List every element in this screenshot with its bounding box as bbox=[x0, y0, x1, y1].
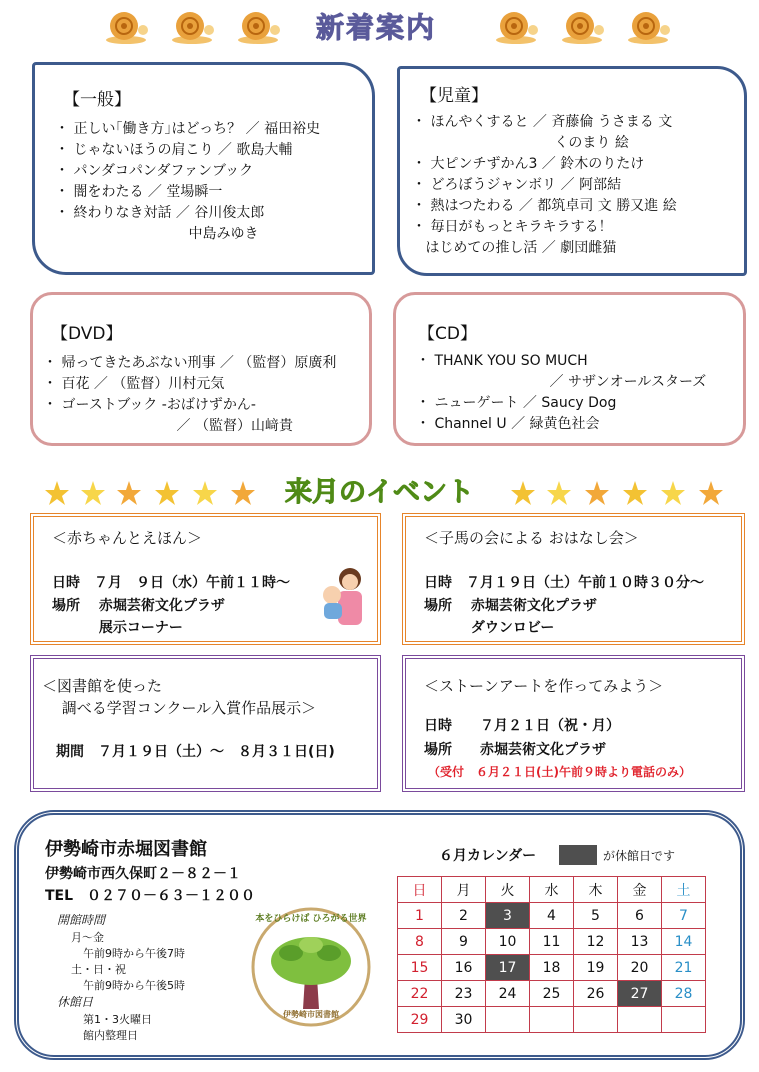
event-place-detail: ダウンロビー bbox=[424, 620, 555, 636]
event-title-cont: 調べる学習コンクール入賞作品展示＞ bbox=[42, 699, 317, 717]
event-title: ＜子馬の会による おはなし会＞ bbox=[424, 529, 639, 547]
star-icon bbox=[116, 480, 142, 506]
library-name: 伊勢崎市赤堀図書館 bbox=[45, 839, 207, 860]
book-item: ・ ほんやくすると ／ 斉藤倫 うさまる 文 bbox=[412, 114, 673, 130]
calendar-day-closed: 27 bbox=[618, 981, 662, 1007]
star-icon bbox=[546, 480, 572, 506]
calendar-legend: が休館日です bbox=[603, 849, 676, 863]
star-icon bbox=[510, 480, 536, 506]
event-period: 期間 ７月１９日（土）～ ８月３１日(日) bbox=[56, 744, 335, 760]
calendar-day: 30 bbox=[442, 1007, 486, 1033]
event-title: ＜赤ちゃんとえほん＞ bbox=[52, 529, 203, 547]
calendar-day: 13 bbox=[618, 929, 662, 955]
event-place: 場所 赤堀芸術文化プラザ bbox=[52, 598, 225, 614]
calendar-day: 10 bbox=[486, 929, 530, 955]
dvd-item: ・ 百花 ／ （監督）川村元気 bbox=[43, 376, 225, 392]
calendar-day: 15 bbox=[398, 955, 442, 981]
event-date: 日時 ７月１９日（土）午前１０時３０分～ bbox=[424, 575, 704, 591]
calendar-day bbox=[530, 1007, 574, 1033]
calendar-day bbox=[618, 1007, 662, 1033]
weekday-header: 金 bbox=[618, 877, 662, 903]
calendar-day: 2 bbox=[442, 903, 486, 929]
snail-icon bbox=[494, 6, 538, 46]
calendar-day: 29 bbox=[398, 1007, 442, 1033]
book-item: ・ 正しい｢働き方｣はどっち？ ／ 福田裕史 bbox=[55, 121, 321, 137]
mother-baby-illustration bbox=[316, 565, 368, 633]
book-item: ・ 毎日がもっとキラキラする！ bbox=[412, 219, 613, 235]
calendar-day: 16 bbox=[442, 955, 486, 981]
snail-icon bbox=[104, 6, 148, 46]
event-title: ＜ストーンアートを作ってみよう＞ bbox=[424, 677, 664, 695]
weekday-header: 月 bbox=[442, 877, 486, 903]
snail-icon bbox=[170, 6, 214, 46]
weekday-header: 日 bbox=[398, 877, 442, 903]
calendar-day: 11 bbox=[530, 929, 574, 955]
hours-heading: 開館時間 bbox=[57, 913, 106, 927]
book-item: ・ 終わりなき対話 ／ 谷川俊太郎 bbox=[55, 205, 265, 221]
star-icon bbox=[80, 480, 106, 506]
event-baby-books bbox=[30, 513, 381, 645]
calendar-day: 28 bbox=[662, 981, 706, 1007]
children-heading: 【児童】 bbox=[420, 86, 488, 106]
dvd-box bbox=[30, 292, 372, 446]
logo-slogan: 本をひらけば ひろがる世界 bbox=[255, 914, 367, 924]
star-icon bbox=[154, 480, 180, 506]
calendar-day: 5 bbox=[574, 903, 618, 929]
snail-icon bbox=[236, 6, 280, 46]
calendar-day-closed: 17 bbox=[486, 955, 530, 981]
dvd-item: ・ 帰ってきたあぶない刑事 ／ （監督）原廣利 bbox=[43, 355, 337, 371]
calendar-day bbox=[486, 1007, 530, 1033]
calendar-day: 14 bbox=[662, 929, 706, 955]
calendar-day: 9 bbox=[442, 929, 486, 955]
calendar-day: 7 bbox=[662, 903, 706, 929]
snail-icon bbox=[560, 6, 604, 46]
event-storytime bbox=[402, 513, 745, 645]
events-title: 来月のイベント bbox=[285, 477, 474, 508]
event-place: 場所 赤堀芸術文化プラザ bbox=[424, 742, 606, 758]
book-item: はじめての推し活 ／ 劇団雌猫 bbox=[412, 240, 617, 256]
weekday-header: 水 bbox=[530, 877, 574, 903]
calendar-day bbox=[662, 1007, 706, 1033]
book-item: ・ どろぼうジャンボリ ／ 阿部結 bbox=[412, 177, 622, 193]
calendar-day: 22 bbox=[398, 981, 442, 1007]
calendar-day: 21 bbox=[662, 955, 706, 981]
calendar-day: 4 bbox=[530, 903, 574, 929]
calendar-title: ６月カレンダー bbox=[439, 848, 537, 864]
weekday-hours: 午前9時から午後7時 bbox=[83, 947, 185, 960]
weekday-header: 土 bbox=[662, 877, 706, 903]
star-icon bbox=[192, 480, 218, 506]
event-stone-art bbox=[402, 655, 745, 792]
dvd-heading: 【DVD】 bbox=[51, 324, 123, 344]
closed-heading: 休館日 bbox=[57, 995, 94, 1009]
cd-item: ・ Channel U ／ 緑黄色社会 bbox=[416, 416, 600, 432]
calendar-day: 6 bbox=[618, 903, 662, 929]
calendar-day bbox=[574, 1007, 618, 1033]
event-date: 日時 ７月２１日（祝・月） bbox=[424, 718, 620, 734]
library-tel: TEL ０２７０－６３－１２００ bbox=[45, 888, 256, 904]
calendar-day: 8 bbox=[398, 929, 442, 955]
weekend-hours: 午前9時から午後5時 bbox=[83, 979, 185, 992]
calendar-day: 23 bbox=[442, 981, 486, 1007]
event-date: 日時 ７月 ９日（水）午前１１時～ bbox=[52, 575, 290, 591]
children-books-box bbox=[397, 66, 747, 276]
cd-box bbox=[393, 292, 746, 446]
snail-icon bbox=[626, 6, 670, 46]
star-icon bbox=[698, 480, 724, 506]
cd-item: ・ THANK YOU SO MUCH bbox=[416, 353, 588, 369]
event-research-exhibit bbox=[30, 655, 381, 792]
weekday-header: 火 bbox=[486, 877, 530, 903]
calendar-day-closed: 3 bbox=[486, 903, 530, 929]
calendar-day: 25 bbox=[530, 981, 574, 1007]
star-icon bbox=[584, 480, 610, 506]
cd-item: ／ サザンオールスターズ bbox=[416, 374, 707, 390]
closed-rule: 館内整理日 bbox=[83, 1029, 138, 1042]
weekday-header: 木 bbox=[574, 877, 618, 903]
event-title: ＜図書館を使った bbox=[42, 677, 163, 695]
calendar-day: 18 bbox=[530, 955, 574, 981]
event-place: 場所 赤堀芸術文化プラザ bbox=[424, 598, 597, 614]
library-address: 伊勢崎市西久保町２－８２－１ bbox=[45, 866, 241, 882]
star-icon bbox=[44, 480, 70, 506]
book-item: ・ 熱はつたわる ／ 都筑卓司 文 勝又進 絵 bbox=[412, 198, 677, 214]
star-icon bbox=[230, 480, 256, 506]
star-icon bbox=[660, 480, 686, 506]
star-icon bbox=[622, 480, 648, 506]
weekday-label: 月～金 bbox=[71, 931, 104, 944]
cd-item: ・ ニューゲート ／ Saucy Dog bbox=[416, 395, 617, 411]
calendar-day: 24 bbox=[486, 981, 530, 1007]
library-logo bbox=[249, 905, 373, 1029]
book-item: 中島みゆき bbox=[55, 226, 259, 242]
logo-footer: 伊勢崎市図書館 bbox=[283, 1010, 339, 1019]
event-note: （受付 ６月２１日(土)午前９時より電話のみ） bbox=[428, 765, 691, 779]
book-item: くのまり 絵 bbox=[412, 135, 629, 151]
closed-legend-swatch bbox=[559, 845, 597, 865]
weekend-label: 土・日・祝 bbox=[71, 963, 126, 976]
calendar-day: 20 bbox=[618, 955, 662, 981]
cd-heading: 【CD】 bbox=[418, 324, 477, 344]
book-item: ・ じゃないほうの肩こり ／ 歌島大輔 bbox=[55, 142, 293, 158]
event-place-detail: 展示コーナー bbox=[52, 620, 183, 636]
book-item: ・ パンダコパンダファンブック bbox=[55, 163, 254, 179]
calendar-day: 12 bbox=[574, 929, 618, 955]
dvd-item: ・ ゴーストブック -おばけずかん- bbox=[43, 397, 256, 413]
general-books-box bbox=[32, 62, 375, 275]
calendar-day: 1 bbox=[398, 903, 442, 929]
book-item: ・ 大ピンチずかん3 ／ 鈴木のりたけ bbox=[412, 156, 645, 172]
book-item: ・ 闇をわたる ／ 堂場瞬一 bbox=[55, 184, 223, 200]
calendar-day: 26 bbox=[574, 981, 618, 1007]
calendar-day: 19 bbox=[574, 955, 618, 981]
june-calendar bbox=[397, 876, 706, 1033]
general-heading: 【一般】 bbox=[63, 90, 131, 110]
dvd-item: ／ （監督）山﨑貴 bbox=[43, 418, 293, 434]
closed-rule: 第1・3火曜日 bbox=[83, 1013, 152, 1026]
new-arrivals-title: 新着案内 bbox=[316, 11, 437, 44]
